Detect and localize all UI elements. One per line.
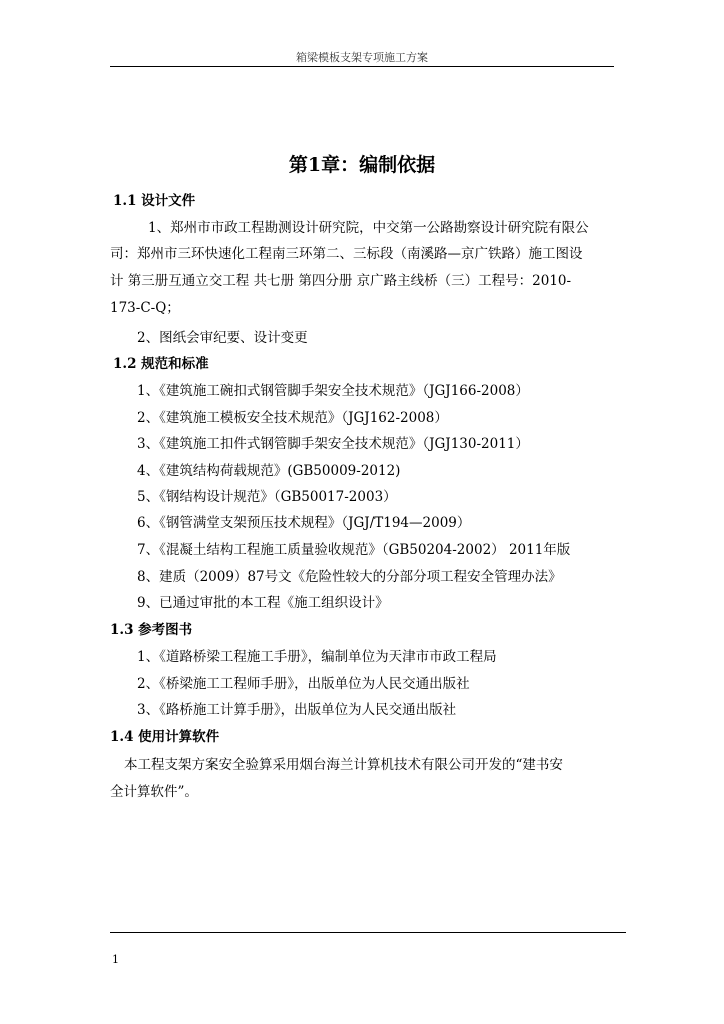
list-item: 6、《钢管满堂支架预压技术规程》（JGJ/T194—2009）: [137, 515, 471, 531]
list-item: 9、已通过审批的本工程《施工组织设计》: [137, 595, 389, 611]
paragraph-line: 全计算软件”。: [110, 784, 198, 800]
list-item: 1、《道路桥梁工程施工手册》，编制单位为天津市市政工程局: [137, 649, 497, 665]
list-item: 2、《建筑施工模板安全技术规范》（JGJ162-2008）: [137, 410, 448, 426]
paragraph-line: 本工程支架方案安全验算采用烟台海兰计算机技术有限公司开发的“建书安: [124, 757, 563, 773]
section-1-3-heading: 1.3 参考图书: [110, 622, 193, 638]
list-item: 3、《路桥施工计算手册》，出版单位为人民交通出版社: [137, 702, 457, 718]
paragraph-line: 2、图纸会审纪要、设计变更: [137, 330, 308, 346]
list-item: 3、《建筑施工扣件式钢管脚手架安全技术规范》（JGJ130-2011）: [137, 436, 529, 452]
paragraph-line: 1、郑州市市政工程勘测设计研究院，中交第一公路勘察设计研究院有限公: [148, 220, 589, 236]
page-number: 1: [112, 953, 119, 966]
header-divider: [110, 66, 614, 67]
list-item: 1、《建筑施工碗扣式钢管脚手架安全技术规范》（JGJ166-2008）: [137, 383, 529, 399]
list-item: 8、建质（2009）87号文《危险性较大的分部分项工程安全管理办法》: [137, 569, 562, 585]
list-item: 4、《建筑结构荷载规范》(GB50009-2012): [137, 463, 401, 479]
list-item: 2、《桥梁施工工程师手册》，出版单位为人民交通出版社: [137, 676, 470, 692]
section-1-2-heading: 1.2 规范和标准: [113, 356, 209, 372]
section-1-4-heading: 1.4 使用计算软件: [110, 729, 220, 745]
paragraph-line: 173-C-Q；: [110, 300, 180, 316]
paragraph-line: 司：郑州市三环快速化工程南三环第二、三标段（南溪路—京广铁路）施工图设: [110, 246, 583, 262]
page-header: 箱梁模板支架专项施工方案: [296, 51, 428, 64]
list-item: 5、《钢结构设计规范》（GB50017-2003）: [137, 489, 397, 505]
chapter-title: 第1章：编制依据: [288, 154, 436, 176]
footer-divider: [110, 932, 626, 933]
list-item: 7、《混凝土结构工程施工质量验收规范》（GB50204-2002） 2011年版: [137, 542, 571, 558]
section-1-1-heading: 1.1 设计文件: [113, 193, 196, 209]
paragraph-line: 计 第三册互通立交工程 共七册 第四分册 京广路主线桥（三）工程号：2010-: [110, 273, 572, 289]
